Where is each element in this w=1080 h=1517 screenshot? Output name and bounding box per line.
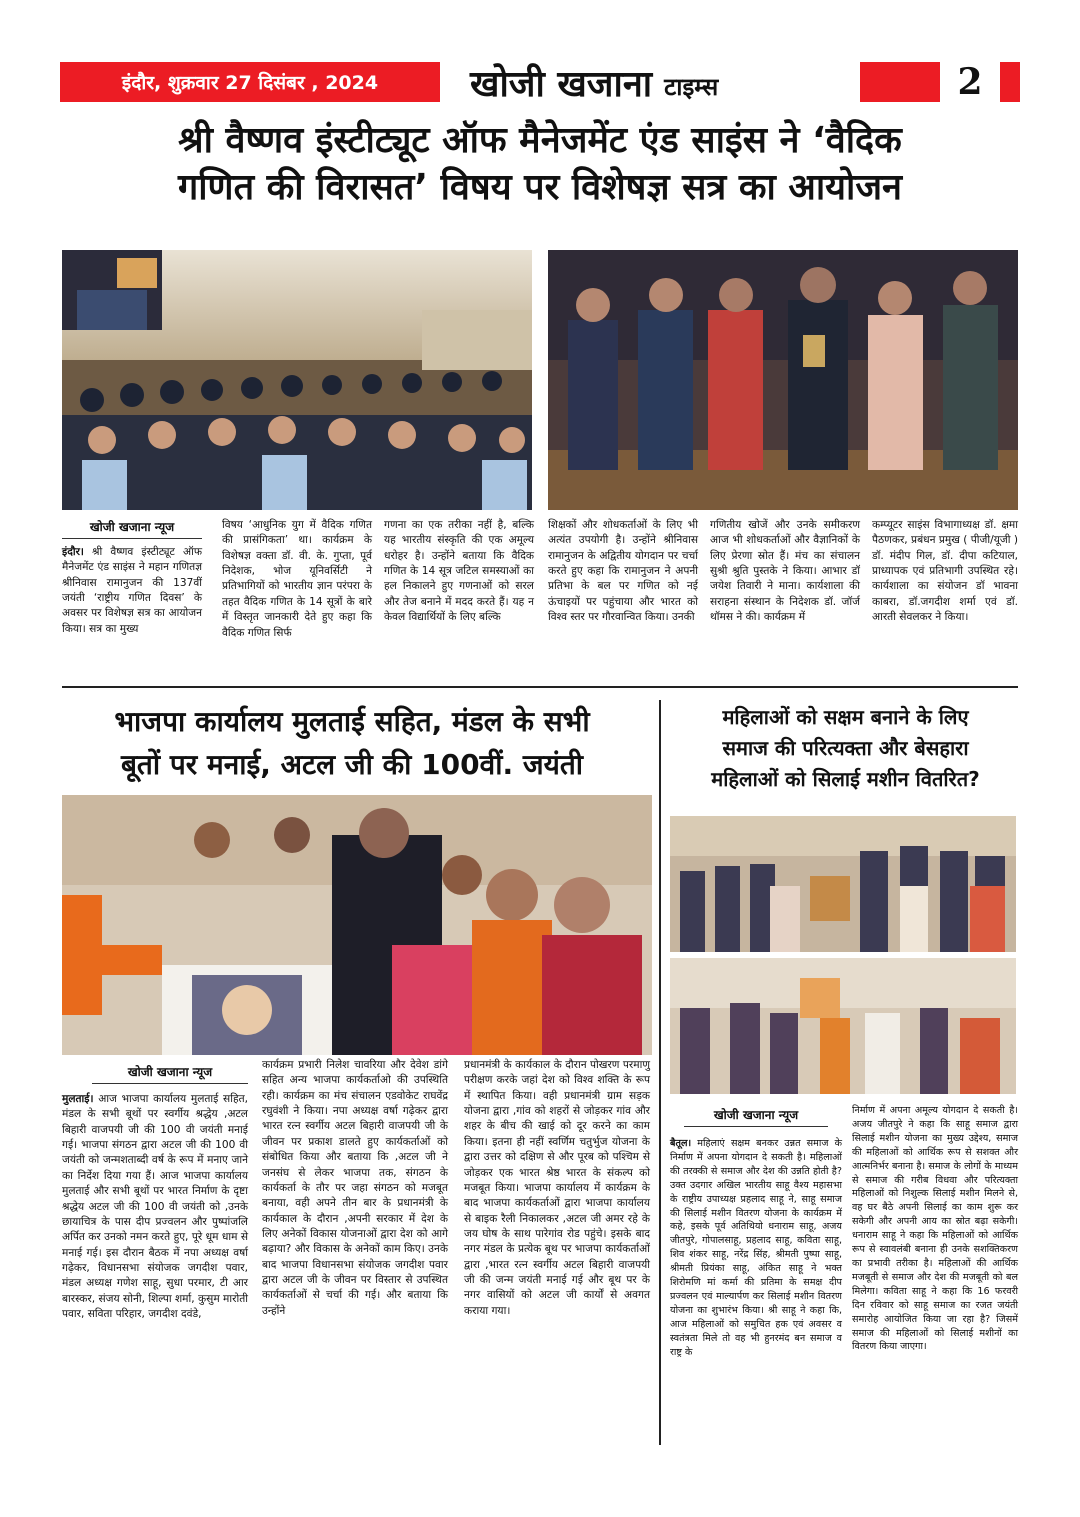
- story2-col2: कार्यक्रम प्रभारी निलेश चावरिया और देवेश डांगे सहित अन्य भाजपा कार्यकर्ताओ की उपस्थिति रही। कार्यक्रम का मंच संचालन एडवोकेट राघवेंद्र रघुवंशी ने किया। नपा अध्यक्ष वर्षा गढ़ेकर द्वारा भारत रत्न स्वर्गीय अटल बिहारी वाजपयी जी के जीवन पर प्रकाश डालते हुए कार्यकर्ताओं को संबोधित किया और बताया कि ,अटल जी ने जनसंघ से लेकर भाजपा तक, संगठन के कार्यकर्ता के तौर पर जहा संगठन को मजबूत बनाया, वही अपने तीन बार के प्रधानमंत्री के कार्यकाल के दौरान ,अपनी सरकार में देश के लिए अनेकों विकास योजनाओं द्वारा देश को आगे बढ़ाया? और विकास के अनेकों काम किए। उनके बाद भाजपा विधानसभा संयोजक जगदीश पवार द्वारा अटल जी के जीवन पर विस्तार से उपस्थित कार्यकर्ताओं से चर्चा की गई। और बताया कि उन्होंने: [262, 1059, 448, 1317]
- story1-col2: विषय ‘आधुनिक युग में वैदिक गणित की प्रासंगिकता’ था। कार्यक्रम के विशेषज्ञ वक्ता डॉ. वी. के. गुप्ता, पूर्व निदेशक, भोज यूनिवर्सिटी ने प्रतिभागियों को भारतीय ज्ञान परंपरा के तहत वैदिक गणित के 14 सूत्रों के बारे में विस्तृत जानकारी देते हुए कहा कि वैदिक गणित सिर्फ: [222, 519, 372, 639]
- masthead-title: खोजी खजाना: [470, 63, 653, 105]
- story3-headline: [668, 702, 1023, 795]
- story3-byline: खोजी खजाना न्यूज: [684, 1106, 828, 1127]
- story2-headline-line1: भाजपा कार्यालय मुलताई सहित, मंडल के सभी: [114, 705, 590, 738]
- story3-headline-line1: महिलाओं को सक्षम बनाने के लिए: [722, 705, 969, 729]
- story3-dateline: बैतूल।: [670, 1138, 692, 1149]
- column-divider: [659, 700, 661, 1445]
- story2-col1: [62, 1063, 248, 1322]
- story3-headline-line3: महिलाओं को सिलाई मशीन वितरित?: [711, 767, 980, 791]
- story1-col3: गणना का एक तरीका नहीं है, बल्कि यह भारतीय संस्कृति की एक अमूल्य धरोहर है। उन्होंने बताया कि वैदिक गणित के 14 सूत्र जटिल समस्याओं का हल निकालने हुए गणनाओं को सरल और तेज बनाने में मदद करते हैं। यह न केवल विद्यार्थियों के लिए बल्कि: [384, 519, 534, 624]
- story3-headline-line2: समाज की परित्यक्ता और बेसहारा: [722, 736, 969, 760]
- story2-headline-line2: बूतों पर मनाई, अटल जी की 100वीं. जयंती: [120, 748, 584, 782]
- story2-headline: [62, 700, 642, 787]
- felicitation-photo: [548, 250, 1018, 510]
- story3-col1-text: महिलाएं सक्षम बनकर उन्नत समाज के निर्माण में अपना योगदान दे सकती है। महिलाओं की तरक्की से समाज और देश की उन्नति होती है? उक्त उदगार अखिल भारतीय साहू वैश्य महासभा के राष्ट्रीय उपाध्यक्ष प्रहलाद साहू ने, साहू समाज की सिलाई मशीन वितरण योजना के कार्यक्रम में कहे, इसके पूर्व अतिथियो धनाराम साहू, अजय जीतपुरे, गोपालसाहू, प्रहलाद साहू, कविता साहू, शिव शंकर साहू, नरेंद्र सिंह, श्रीमती पुष्पा साहू, श्रीमती प्रियंका साहू, अंकित साहू ने भक्त शिरोमणि मां कर्मा की प्रतिमा के समक्ष दीप प्रज्वलन एवं माल्यार्पण कर सिलाई मशीन वितरण योजना का शुभारंभ किया। श्री साहू ने कहा कि, आज महिलाओं को समुचित हक एवं अवसर व स्वतंत्रता मिले तो वह भी हुनरमंद बन समाज व राष्ट्र के: [670, 1138, 842, 1358]
- date-line: इंदौर, शुक्रवार 27 दिसंबर , 2024: [121, 72, 379, 94]
- story2-col3: प्रधानमंत्री के कार्यकाल के दौरान पोखरण परमाणु परीक्षण करके जहां देश को विश्व शक्ति के रूप में स्थापित किया। वही प्रधानमंत्री ग्राम सड़क योजना द्वारा ,गांव को शहरों से जोड़कर गांव और शहर के बीच की खाई को दूर करने का काम किया। इतना ही नहीं स्वर्णिम चतुर्भुज योजना के द्वारा उत्तर को दक्षिण से और पूरब को पश्चिम से जोड़कर एक भारत श्रेष्ठ भारत के संकल्प को मजबूत किया। भाजपा कार्यालय में कार्यक्रम के बाद भाजपा कार्यकर्ताओं द्वारा भाजपा कार्यालय से बाइक रैली निकालकर ,अटल जी अमर रहे के जय घोष के साथ पारेगांव रोड पहुंचे। इसके बाद नगर मंडल के प्रत्येक बूथ पर भाजपा कार्यकर्ताओं द्वारा ,भारत रत्न स्वर्गीय अटल बिहारी वाजपयी जी की जन्म जयंती मनाई गई और बूथ पर के नगर वासियों को अटल जी कार्यों से अवगत कराया गया।: [464, 1059, 650, 1317]
- story1-headline-line1: श्री वैष्णव इंस्टीट्यूट ऑफ मैनेजमेंट एंड साइंस ने ‘वैदिक: [178, 120, 902, 161]
- story1-headline: [40, 118, 1040, 212]
- page-number: 2: [940, 58, 1000, 106]
- date-band: [60, 62, 440, 102]
- story1-col5: गणितीय खोजें और उनके समीकरण आज भी शोधकर्ताओं और वैज्ञानिकों के लिए प्रेरणा स्रोत हैं। मंच का संचालन सुश्री श्रुति पुस्तके ने किया। आभार डॉ जयेश तिवारी ने माना। कार्यशाला की सराहना संस्थान के निदेशक डॉ. जॉर्ज थॉमस ने की। कार्यक्रम में: [710, 519, 860, 624]
- story1-byline: खोजी खजाना न्यूज: [62, 518, 202, 539]
- section-divider: [62, 686, 1018, 688]
- story1-headline-line2: गणित की विरासत’ विषय पर विशेषज्ञ सत्र का आयोजन: [177, 166, 903, 208]
- story3-col2: निर्माण में अपना अमूल्य योगदान दे सकती है। अजय जीतपुरे ने कहा कि साहू समाज द्वारा सिलाई मशीन योजना का मुख्य उद्देश्य, समाज की महिलाओं को आर्थिक रूप से सशक्त और आत्मनिर्भर बनाना है। समाज के लोगों के माध्यम से समाज की गरीब विधवा और परित्यक्ता महिलाओं को निशुल्क सिलाई मशीन मिलने से, वह घर बैठे अपनी सिलाई का काम शुरू कर सकेगी और अपनी आय का स्रोत बढ़ा सकेगी। धनाराम साहू ने कहा कि महिलाओं को आर्थिक रूप से स्वावलंबी बनाना ही उनके सशक्तिकरण का प्रभावी तरीका है। महिलाओं की आर्थिक मजबूती से समाज और देश की मजबूती को बल मिलेगा। कविता साहू ने कहा कि 16 फरवरी दिन रविवार को साहू समाज का रजत जयंती समारोह आयोजित किया जा रहा है? जिसमें समाज की महिलाओं को सिलाई मशीनों का वितरण किया जाएगा।: [852, 1105, 1018, 1353]
- sewing-machine-photo-1: [670, 816, 1016, 952]
- story1-col1: [62, 518, 202, 637]
- story2-dateline: मुलताई।: [62, 1093, 94, 1105]
- bjp-event-photo: [62, 795, 652, 1055]
- story1-col4: शिक्षकों और शोधकर्ताओं के लिए भी अत्यंत उपयोगी है। उन्होंने श्रीनिवास रामानुजन के अद्वितीय योगदान पर चर्चा करते हुए कहा कि रामानुजन ने अपनी प्रतिभा के बल पर गणित को नई ऊंचाइयों पर पहुंचाया और भारत को विश्व स्तर पर गौरवान्वित किया। उनकी: [548, 519, 698, 624]
- story2-byline: खोजी खजाना न्यूज: [92, 1063, 248, 1084]
- story1-col1-text: श्री वैष्णव इंस्टीट्यूट ऑफ मैनेजमेंट एंड साइंस ने महान गणितज्ञ श्रीनिवास रामानुजन की 137वीं जयंती ‘राष्ट्रीय गणित दिवस’ के अवसर पर विशेषज्ञ सत्र का आयोजन किया। सत्र का मुख्य: [62, 546, 202, 635]
- masthead-subtitle: टाइम्स: [664, 72, 719, 101]
- story3-col1: [670, 1106, 842, 1360]
- sewing-machine-photo-2: [670, 958, 1016, 1094]
- story1-col6: कम्प्यूटर साइंस विभागाध्यक्ष डॉ. क्षमा पैठणकर, प्रबंधन प्रमुख ( पीजी/यूजी ) डॉ. मंदीप गिल, डॉ. दीपा कटियाल, प्राध्यापक एवं प्रतिभागी उपस्थित रहे। कार्यशाला का संयोजन डॉ भावना काबरा, डॉ.जगदीश शर्मा एवं डॉ. आरती सेवलकर ने किया।: [872, 519, 1018, 624]
- auditorium-photo: [62, 250, 532, 510]
- story2-col1-text: आज भाजपा कार्यालय मुलताई सहित, मंडल के सभी बूथों पर स्वर्गीय श्रद्धेय ,अटल बिहारी वाजपयी जी की 100 वी जयंती मनाई गई। भाजपा संगठन द्वारा अटल जी की 100 वी जयंती को जन्मशताब्दी वर्ष के रूप में मनाए जाने का निर्देश दिया गया हैं। आज भाजपा कार्यालय मुलताई और सभी बूथों पर भारत निर्माण के दृष्टा श्रद्धेय अटल जी की 100 वी जयंती को ,उनके छायाचित्र के पास दीप प्रज्वलन और पुष्पांजलि अर्पित कर उनको नमन करते हुए, पूरे धूम धाम से मनाई गई। इस दौरान बैठक में नपा अध्यक्ष वर्षा गढ़ेकर, विधानसभा संयोजक जगदीश पवार, मंडल अध्यक्ष गणेश साहू, सुधा परमार, टी आर बारस्कर, संजय सोनी, शिल्पा शर्मा, कुसुम मारोती पवार, सविता परिहार, जगदीश दवंडे,: [62, 1093, 248, 1321]
- story1-dateline: इंदौर।: [62, 546, 84, 558]
- masthead: [470, 58, 850, 106]
